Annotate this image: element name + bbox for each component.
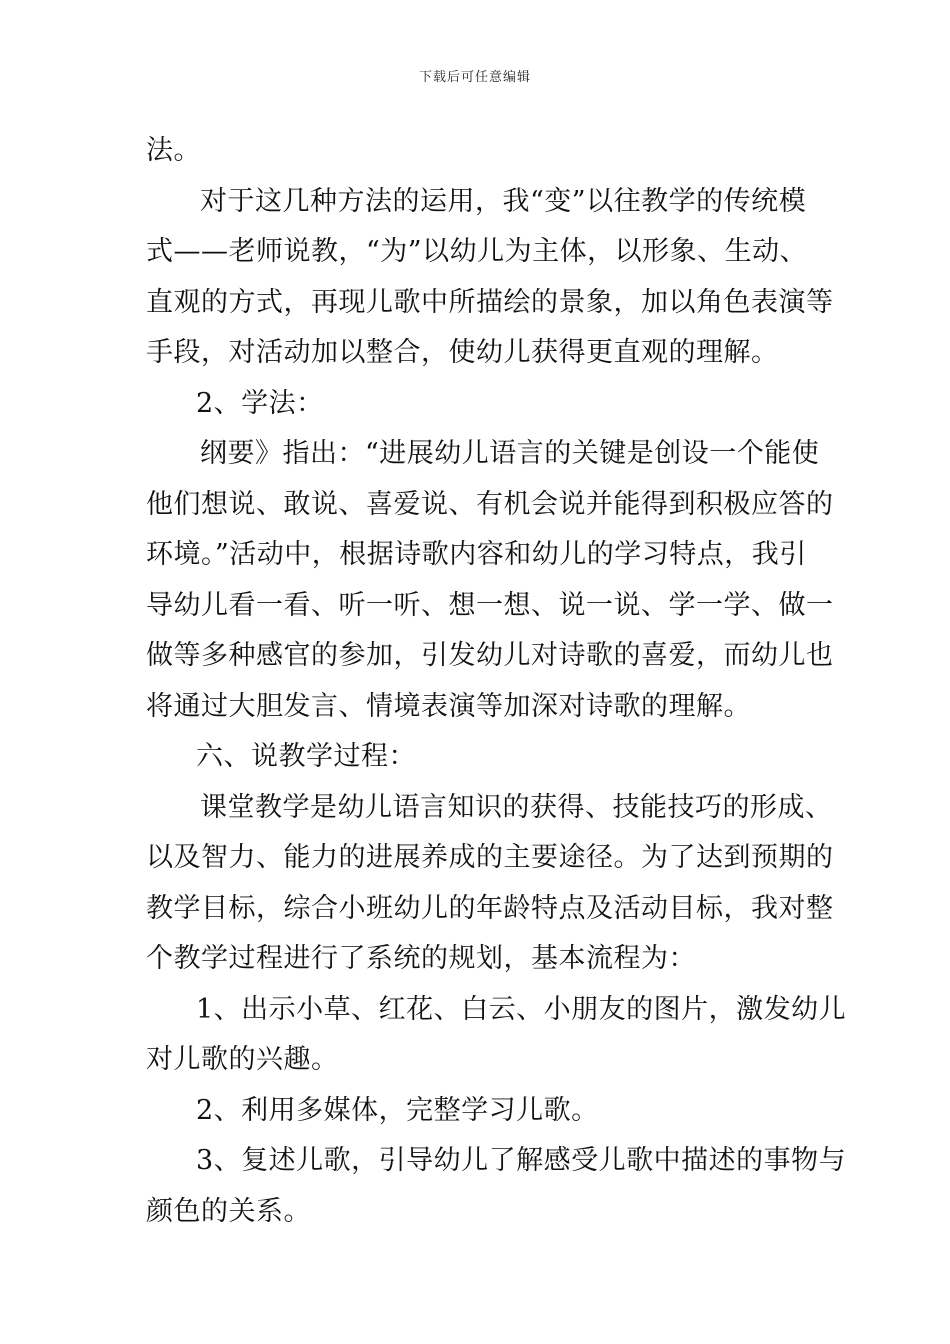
page-header: 下载后可任意编辑 [418, 70, 531, 85]
document-body [146, 126, 847, 1237]
list-item: 3、复述儿歌，引导幼儿了解感受儿歌中描述的事物与 [196, 1145, 847, 1176]
text-line: 颜色的关系。 [146, 1195, 311, 1227]
text-line: 导幼儿看一看、听一听、想一想、说一说、学一学、做一 [146, 589, 834, 621]
section-heading: 2、学法： [196, 387, 324, 419]
text-line: 法。 [146, 135, 201, 166]
text-line: 课堂教学是幼儿语言知识的获得、技能技巧的形成、 [200, 791, 833, 823]
text-line: 手段，对活动加以整合，使幼儿获得更直观的理解。 [146, 337, 779, 368]
section-heading: 六、说教学过程： [196, 741, 416, 772]
text-line: 他们想说、敢说、喜爱说、有机会说并能得到积极应答的 [146, 488, 834, 520]
text-line: 教学目标，综合小班幼儿的年龄特点及活动目标，我对整 [146, 892, 834, 924]
text-line: 做等多种感官的参加，引发幼儿对诗歌的喜爱，而幼儿也 [146, 640, 834, 671]
text-line: 式——老师说教，“为”以幼儿为主体，以形象、生动、 [146, 236, 808, 267]
text-line: 个教学过程进行了系统的规划，基本流程为： [146, 943, 696, 974]
text-line: 将通过大胆发言、情境表演等加深对诗歌的理解。 [146, 690, 751, 722]
text-line: 对儿歌的兴趣。 [146, 1044, 339, 1075]
text-line: 环境。”活动中，根据诗歌内容和幼儿的学习特点，我引 [146, 539, 807, 570]
list-item: 2、利用多媒体，完整学习儿歌。 [196, 1094, 599, 1126]
text-line: 对于这几种方法的运用，我“变”以往教学的传统模 [200, 185, 807, 217]
list-item: 1、出示小草、红花、白云、小朋友的图片，激发幼儿 [196, 993, 847, 1025]
text-line: 以及智力、能力的进展养成的主要途径。为了达到预期的 [146, 842, 834, 873]
text-line: 纲要》指出：“进展幼儿语言的关键是创设一个能使 [200, 438, 820, 469]
text-line: 直观的方式，再现儿歌中所描绘的景象，加以角色表演等 [146, 286, 834, 318]
